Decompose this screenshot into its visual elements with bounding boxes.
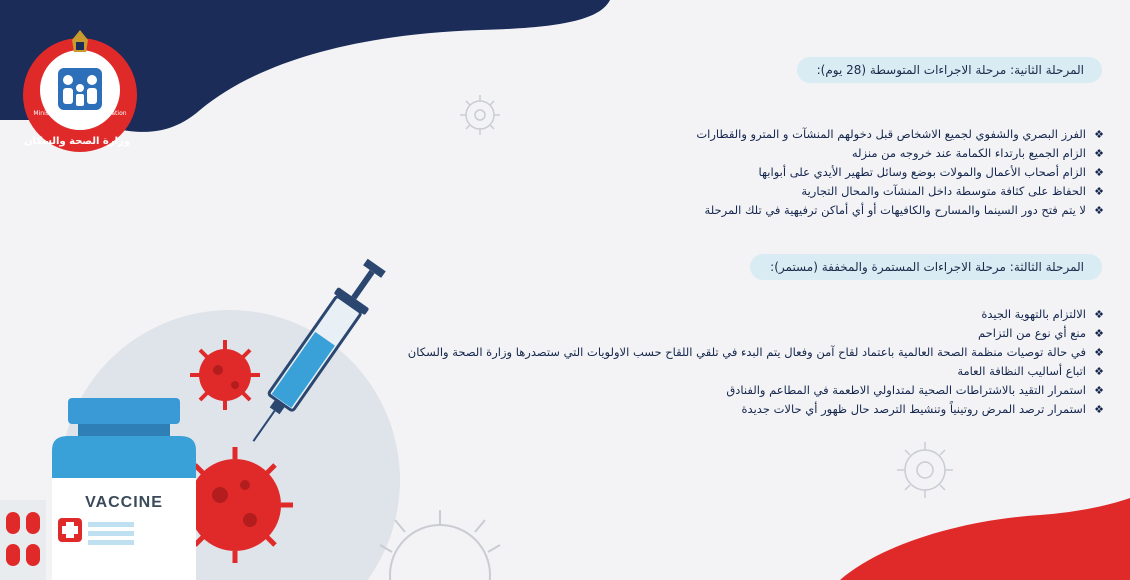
phase2-title: المرحلة الثانية: مرحلة الاجراءات المتوسطة (28 يوم): (797, 57, 1102, 83)
bullet-icon: ❖ (1094, 128, 1104, 141)
bullet-icon: ❖ (1094, 185, 1104, 198)
list-item-text: لا يتم فتح دور السينما والمسارح والكافيهات أو أي أماكن ترفيهية في تلك المرحلة (704, 203, 1086, 217)
vaccine-label: VACCINE (85, 494, 163, 511)
phase3-title: المرحلة الثالثة: مرحلة الاجراءات المستمرة والمخففة (مستمر): (750, 254, 1102, 280)
list-item-text: استمرار التقيد بالاشتراطات الصحية لمتداولي الاطعمة في المطاعم والفنادق (726, 383, 1086, 397)
list-item (696, 144, 1104, 163)
list-item-text: اتباع أساليب النظافة العامة (957, 364, 1086, 378)
list-item-text: في حالة توصيات منظمة الصحة العالمية باعتماد لقاح آمن وفعال يتم البدء في تلقي اللقاح حسب الاولويات التي ستصدرها وزارة الصحة والسكان (407, 345, 1086, 359)
list-item (696, 182, 1104, 201)
list-item-text: الفرز البصري والشفوي لجميع الاشخاص قبل دخولهم المنشآت و المترو والقطارات (696, 127, 1086, 141)
list-item (696, 201, 1104, 220)
list-item-text: الزام الجميع بارتداء الكمامة عند خروجه من منزله (851, 146, 1086, 160)
list-item (408, 400, 1104, 419)
list-item (408, 381, 1104, 400)
list-item-text: الحفاظ على كثافة متوسطة داخل المنشآت والمحال التجارية (801, 184, 1086, 198)
logo-text-en: Ministry of Health & Population (33, 110, 127, 117)
bullet-icon: ❖ (1094, 166, 1104, 179)
bullet-icon: ❖ (1094, 308, 1104, 321)
list-item (696, 125, 1104, 144)
bullet-icon: ❖ (1094, 365, 1104, 378)
list-item (408, 324, 1104, 343)
list-item (408, 362, 1104, 381)
bullet-icon: ❖ (1094, 403, 1104, 416)
bullet-icon: ❖ (1094, 327, 1104, 340)
bullet-icon: ❖ (1094, 147, 1104, 160)
list-item-text: استمرار ترصد المرض روتينياً وتنشيط الترصد حال ظهور أي حالات جديدة (741, 402, 1086, 416)
logo-text: وزارة الصحة والسكان (23, 136, 130, 147)
list-item (408, 305, 1104, 324)
phase3-list (408, 305, 1104, 419)
bullet-icon: ❖ (1094, 346, 1104, 359)
list-item-text: الزام أصحاب الأعمال والمولات بوضع وسائل تطهير الأيدي على أبوابها (758, 165, 1086, 179)
list-item-text: منع أي نوع من التزاحم (978, 326, 1086, 340)
list-item (696, 163, 1104, 182)
bullet-icon: ❖ (1094, 384, 1104, 397)
phase2-list (696, 125, 1104, 220)
bullet-icon: ❖ (1094, 204, 1104, 217)
list-item (408, 343, 1104, 362)
list-item-text: الالتزام بالتهوية الجيدة (981, 307, 1086, 321)
